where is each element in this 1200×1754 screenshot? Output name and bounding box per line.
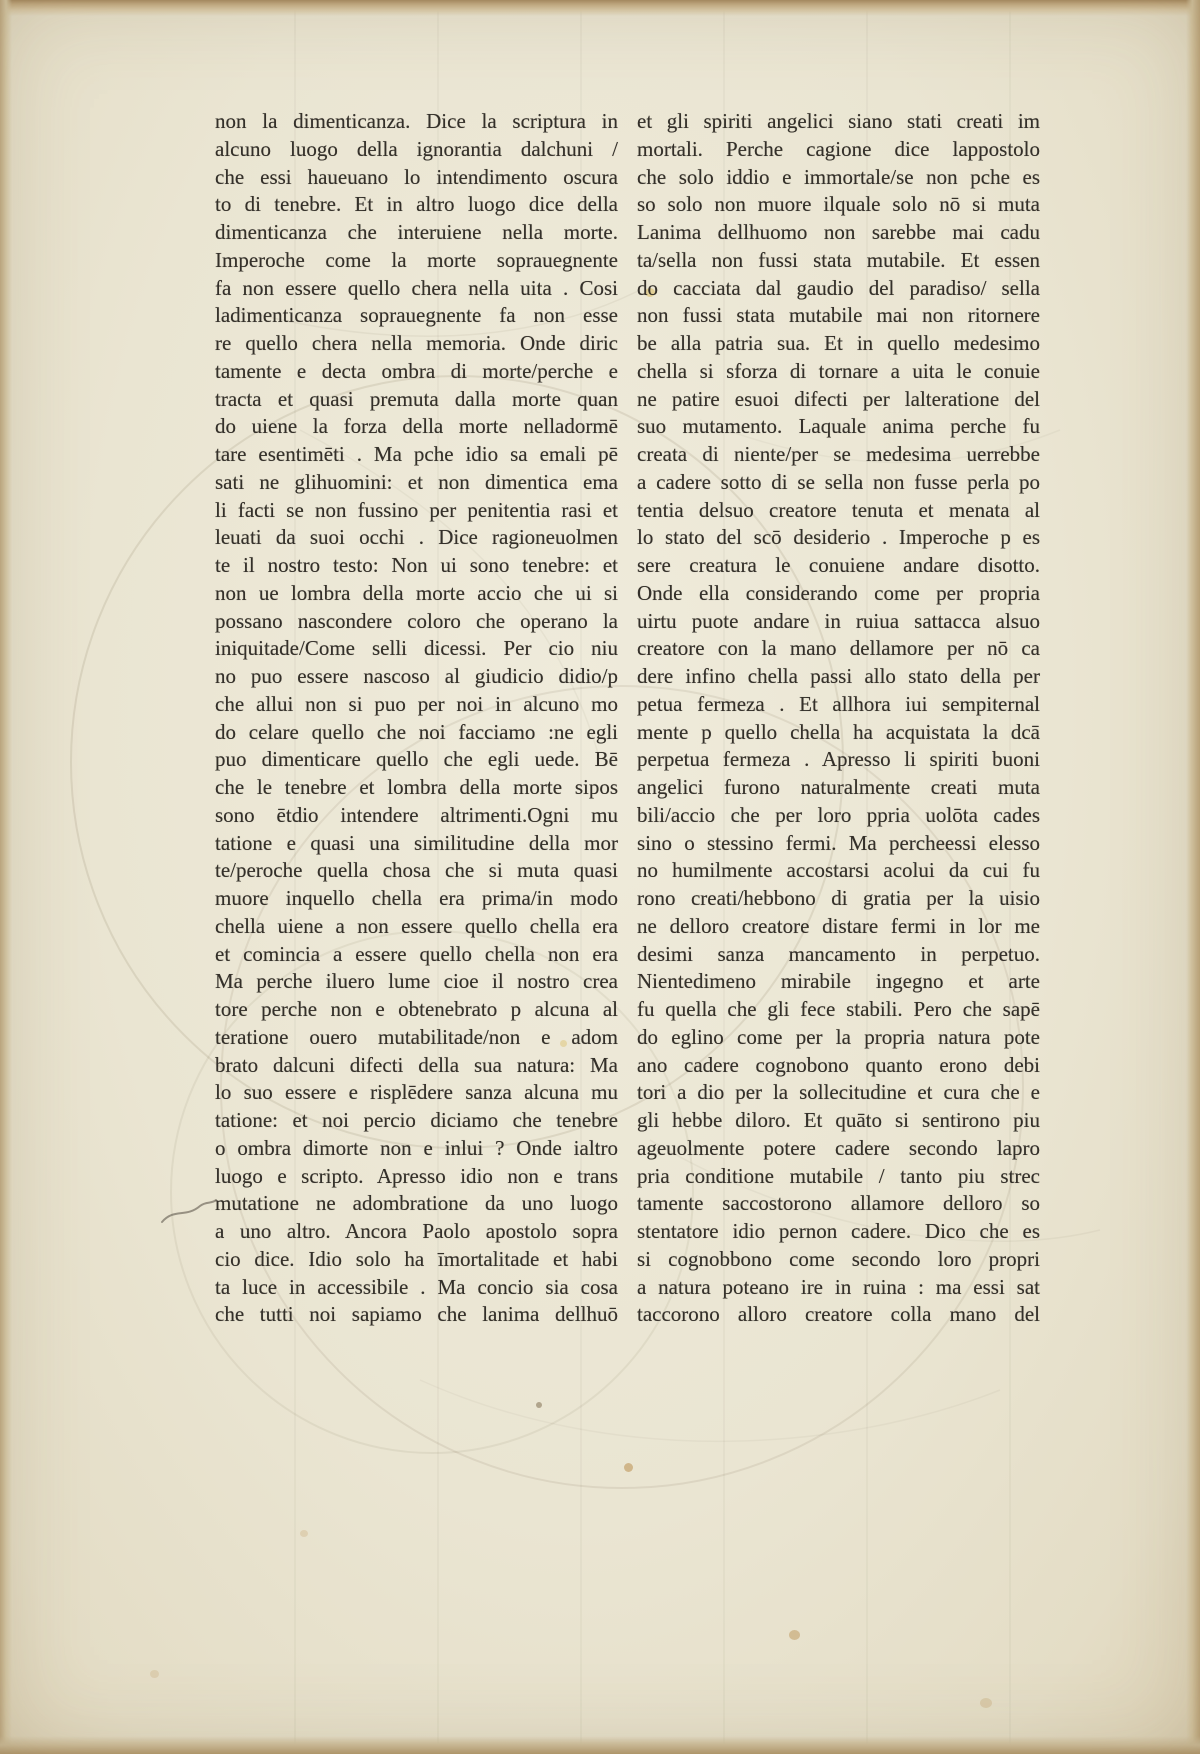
text-line: suo mutamento. Laquale anima perche fu (637, 414, 1040, 439)
text-line: pria conditione mutabile / tanto piu strec (637, 1163, 1040, 1188)
text-line: brato dalcuni difecti della sua natura: Ma (215, 1052, 618, 1077)
text-line: bili/accio che per loro ppria uolōta cades (637, 802, 1040, 827)
text-line: be alla patria sua. Et in quello medesimo (637, 331, 1040, 355)
text-line: leuati da suoi occhi . Dice ragioneuolmen (215, 525, 618, 550)
text-line: che allui non si puo per noi in alcuno mo (215, 691, 618, 716)
text-line: o ombra dimorte non e inlui ? Onde ialtro (215, 1135, 618, 1160)
text-line: ta/sella non fussi stata mutabile. Et essen (637, 247, 1040, 272)
text-line: ano cadere cognobono quanto erono debi (637, 1052, 1040, 1077)
text-line: fa non essere quello chera nella uita . Cosi (215, 275, 618, 300)
text-line: no humilmente accostarsi acolui da cui fu (637, 858, 1040, 883)
text-line: possano nascondere coloro che operano la (215, 608, 618, 633)
text-line: stentatore idio pernon cadere. Dico che es (637, 1219, 1040, 1243)
text-line: perpetua fermeza . Apresso li spiriti buoni (637, 747, 1040, 772)
text-line: non la dimenticanza. Dice la scriptura in (215, 109, 618, 133)
text-line: che essi haueuano lo intendimento oscura (215, 164, 618, 189)
text-line: tatione e quasi una similitudine della mor (215, 830, 618, 855)
text-line: cio dice. Idio solo ha īmortalitade et habi (215, 1246, 618, 1271)
text-line: non fussi stata mutabile mai non ritornere (637, 303, 1040, 328)
text-line: re quello chera nella memoria. Onde diric (215, 331, 618, 355)
text-line: Lanima dellhuomo non sarebbe mai cadu (637, 220, 1040, 244)
foxing-spot (624, 1463, 633, 1472)
text-line: muore inquello chella era prima/in modo (215, 886, 618, 910)
foxing-spot (300, 1530, 308, 1537)
text-line: uirtu puote andare in ruiua sattacca alsuo (637, 608, 1040, 633)
text-line: Onde ella considerando come per propria (637, 580, 1040, 605)
text-line: ta luce in accessibile . Ma concio sia cosa (215, 1274, 618, 1299)
text-line: mente p quello chella ha acquistata la dcā (637, 719, 1040, 744)
text-line: Nientedimeno mirabile ingegno et arte (637, 969, 1040, 994)
foxing-spot (789, 1630, 800, 1640)
margin-pen-mark (160, 1196, 218, 1232)
text-line: li facti se non fussino per penitentia rasi et (215, 497, 618, 522)
text-line: gli hebbe diloro. Et quāto si sentirono piu (637, 1108, 1040, 1132)
text-line: teratione ouero mutabilitade/non e adom (215, 1024, 618, 1049)
text-line: taccorono alloro creatore colla mano del (637, 1302, 1040, 1327)
text-line: no puo essere nascoso al giudicio didio/p (215, 664, 618, 688)
page-edge-bottom (0, 1736, 1200, 1754)
text-line: iniquitade/Come selli dicessi. Per cio niu (215, 636, 618, 661)
text-line: rono creati/hebbono di gratia per la uisio (637, 886, 1040, 910)
text-line: desimi sanza mancamento in perpetuo. (637, 941, 1040, 966)
text-line: do eglino come per la propria natura pote (637, 1024, 1040, 1049)
foxing-spot (536, 1402, 542, 1408)
page-edge-left (0, 0, 12, 1754)
text-line: lo stato del scō desiderio . Imperoche p es (637, 525, 1040, 550)
text-line: ladimenticanza soprauegnente fa non esse (215, 303, 618, 328)
text-line: to di tenebre. Et in altro luogo dice della (215, 192, 618, 217)
text-column-right (637, 108, 1040, 1348)
text-line: puo dimenticare quello che egli uede. Bē (215, 747, 618, 772)
text-line: tracta et quasi premuta dalla morte quan (215, 386, 618, 411)
text-line: Ma perche iluero lume cioe il nostro crea (215, 969, 618, 994)
text-line: tori a dio per la sollecitudine et cura che e (637, 1080, 1040, 1105)
text-line: tamente saccostorono allamore delloro so (637, 1191, 1040, 1216)
text-line: dimenticanza che interuiene nella morte. (215, 220, 618, 244)
text-line: sono ētdio intendere altrimenti.Ogni mu (215, 802, 618, 827)
text-line: sati ne glihuomini: et non dimentica ema (215, 469, 618, 494)
text-line: non ue lombra della morte accio che ui si (215, 580, 618, 605)
text-line: ageuolmente potere cadere secondo lapro (637, 1135, 1040, 1160)
text-line: angelici furono naturalmente creati muta (637, 775, 1040, 799)
text-line: creatore con la mano dellamore per nō ca (637, 636, 1040, 661)
text-line: Imperoche come la morte soprauegnente (215, 247, 618, 272)
text-line: sere creatura le conuiene andare disotto. (637, 553, 1040, 577)
text-column-left (215, 108, 618, 1348)
text-line: te il nostro testo: Non ui sono tenebre: et (215, 553, 618, 577)
text-line: et comincia a essere quello chella non era (215, 941, 618, 966)
text-line: dere infino chella passi allo stato della per (637, 664, 1040, 688)
text-line: a natura poteano ire in ruina : ma essi sat (637, 1274, 1040, 1299)
text-line: do celare quello che noi facciamo :ne egli (215, 719, 618, 744)
text-line: do uiene la forza della morte nelladormē (215, 414, 618, 439)
text-line: ne delloro creatore distare fermi in lor me (637, 913, 1040, 938)
text-line: tamente e decta ombra di morte/perche e (215, 358, 618, 383)
text-line: a uno altro. Ancora Paolo apostolo sopra (215, 1219, 618, 1243)
text-line: chella si sforza di tornare a uita le conuie (637, 358, 1040, 383)
page-edge-top (0, 0, 1200, 16)
text-line: mortali. Perche cagione dice lappostolo (637, 136, 1040, 161)
page-edge-right (1186, 0, 1200, 1754)
text-line: do cacciata dal gaudio del paradiso/ sella (637, 275, 1040, 300)
text-line: si cognobbono come secondo loro propri (637, 1246, 1040, 1271)
text-line: sino o stessino fermi. Ma percheessi elesso (637, 830, 1040, 855)
text-line: luogo e scripto. Apresso idio non e trans (215, 1163, 618, 1188)
text-line: che solo iddio e immortale/se non pche es (637, 164, 1040, 189)
text-line: tentia delsuo creatore tenuta et menata al (637, 497, 1040, 522)
foxing-spot (150, 1670, 159, 1678)
text-line: tore perche non e obtenebrato p alcuna al (215, 997, 618, 1021)
text-line: che le tenebre et lombra della morte sipos (215, 775, 618, 799)
text-line: tare esentimēti . Ma pche idio sa emali pē (215, 442, 618, 466)
text-line: creata di niente/per se medesima uerrebbe (637, 442, 1040, 466)
text-line: so solo non muore ilquale solo nō si muta (637, 192, 1040, 217)
text-line: che tutti noi sapiamo che lanima dellhuō (215, 1302, 618, 1327)
text-line: et gli spiriti angelici siano stati creati im (637, 109, 1040, 133)
text-line: fu quella che gli fece stabili. Pero che sapē (637, 997, 1040, 1021)
text-line: a cadere sotto di se sella non fusse perla po (637, 469, 1040, 494)
text-line: alcuno luogo della ignorantia dalchuni / (215, 136, 618, 161)
text-line: tatione: et noi percio diciamo che tenebre (215, 1108, 618, 1132)
text-line: chella uiene a non essere quello chella era (215, 913, 618, 938)
text-line: te/peroche quella chosa che si muta quasi (215, 858, 618, 883)
text-line: mutatione ne adombratione da uno luogo (215, 1191, 618, 1216)
text-line: lo suo essere e risplēdere sanza alcuna mu (215, 1080, 618, 1105)
text-line: petua fermeza . Et allhora iui sempiternal (637, 691, 1040, 716)
text-line: ne patire esuoi difecti per lalteratione del (637, 386, 1040, 411)
foxing-spot (980, 1698, 992, 1708)
